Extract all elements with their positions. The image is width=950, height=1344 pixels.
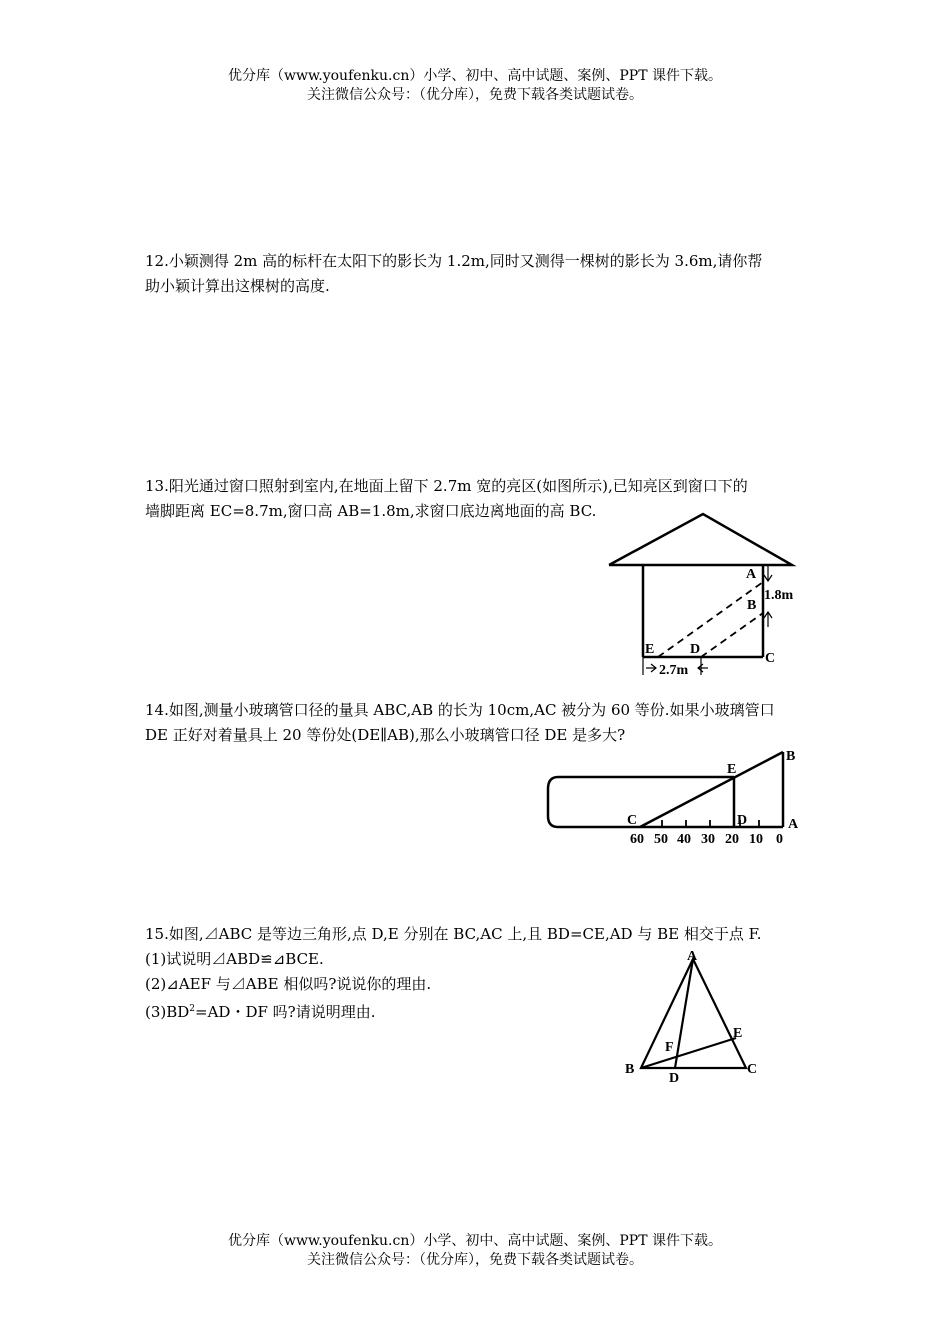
- q14-line-2: DE 正好对着量具上 20 等份处(DE∥AB),那么小玻璃管口径 DE 是多大?: [145, 726, 626, 744]
- label-B: B: [747, 598, 757, 613]
- sun-ray-upper: [658, 582, 763, 657]
- label-ab-height: 1.8m: [764, 588, 794, 603]
- q14-line-1: 14.如图,测量小玻璃管口径的量具 ABC,AB 的长为 10cm,AC 被分为 60 等份.如果小玻璃管口: [145, 701, 775, 719]
- q15-part-1: (1)试说明⊿ABD≌⊿BCE.: [145, 950, 324, 968]
- scale-tick-10: 10: [749, 832, 763, 847]
- q15-figure-triangle: [620, 945, 770, 1085]
- label-A: A: [788, 817, 799, 832]
- label-E: E: [727, 762, 737, 777]
- scale-tick-50: 50: [654, 832, 668, 847]
- scale-tick-40: 40: [677, 832, 691, 847]
- label-A: A: [746, 567, 757, 582]
- glass-tube-outline: [548, 777, 734, 827]
- label-D: D: [690, 642, 701, 657]
- label-D: D: [737, 813, 748, 828]
- q15-part-3: $(3)BD^2=AD$・DF 吗?请说明理由.: [145, 1003, 376, 1021]
- label-C: C: [765, 651, 776, 666]
- segment-BE: [641, 1038, 736, 1068]
- label-A: A: [687, 949, 698, 964]
- gauge-hypotenuse-CB: [640, 752, 783, 827]
- scale-tick-20: 20: [725, 832, 739, 847]
- label-ed-width: 2.7m: [659, 663, 689, 678]
- scale-tick-0: 0: [776, 832, 783, 847]
- label-C: C: [627, 813, 638, 828]
- label-E: E: [645, 642, 655, 657]
- page-header-line-2: 关注微信公众号：（优分库），免费下载各类试题试卷。: [307, 87, 643, 103]
- label-B: B: [625, 1062, 635, 1077]
- q15-line-1: 15.如图,⊿ABC 是等边三角形,点 D,E 分别在 BC,AC 上,且 BD=CE,AD 与 BE 相交于点 F.: [145, 925, 762, 943]
- label-C: C: [747, 1062, 758, 1077]
- label-B: B: [786, 749, 796, 764]
- label-D: D: [669, 1071, 680, 1086]
- label-E: E: [733, 1026, 743, 1041]
- page-footer-line-2: 关注微信公众号：（优分库），免费下载各类试题试卷。: [307, 1252, 643, 1268]
- roof: [609, 514, 792, 565]
- scale-tick-30: 30: [701, 832, 715, 847]
- q13-figure-house: [600, 505, 815, 685]
- scale-tick-60: 60: [630, 832, 644, 847]
- page-footer-line-1: 优分库（www.youfenku.cn）小学、初中、高中试题、案例、PPT 课件下载。: [227, 1233, 722, 1249]
- q12-line-2: 助小颖计算出这棵树的高度.: [145, 277, 330, 295]
- q12-line-1: 12.小颖测得 2m 高的标杆在太阳下的影长为 1.2m,同时又测得一棵树的影长为 3.6m,请你帮: [145, 252, 763, 270]
- label-F: F: [665, 1040, 674, 1055]
- q15-part-2: (2)⊿AEF 与⊿ABE 相似吗?说说你的理由.: [145, 975, 432, 993]
- q14-figure-gauge: [540, 742, 810, 852]
- q13-line-2: 墙脚距离 EC=8.7m,窗口高 AB=1.8m,求窗口底边离地面的高 BC.: [145, 502, 597, 520]
- page-header-line-1: 优分库（www.youfenku.cn）小学、初中、高中试题、案例、PPT 课件下载。: [227, 68, 722, 84]
- q13-line-1: 13.阳光通过窗口照射到室内,在地面上留下 2.7m 宽的亮区(如图所示),已知亮区到窗口下的: [145, 477, 748, 495]
